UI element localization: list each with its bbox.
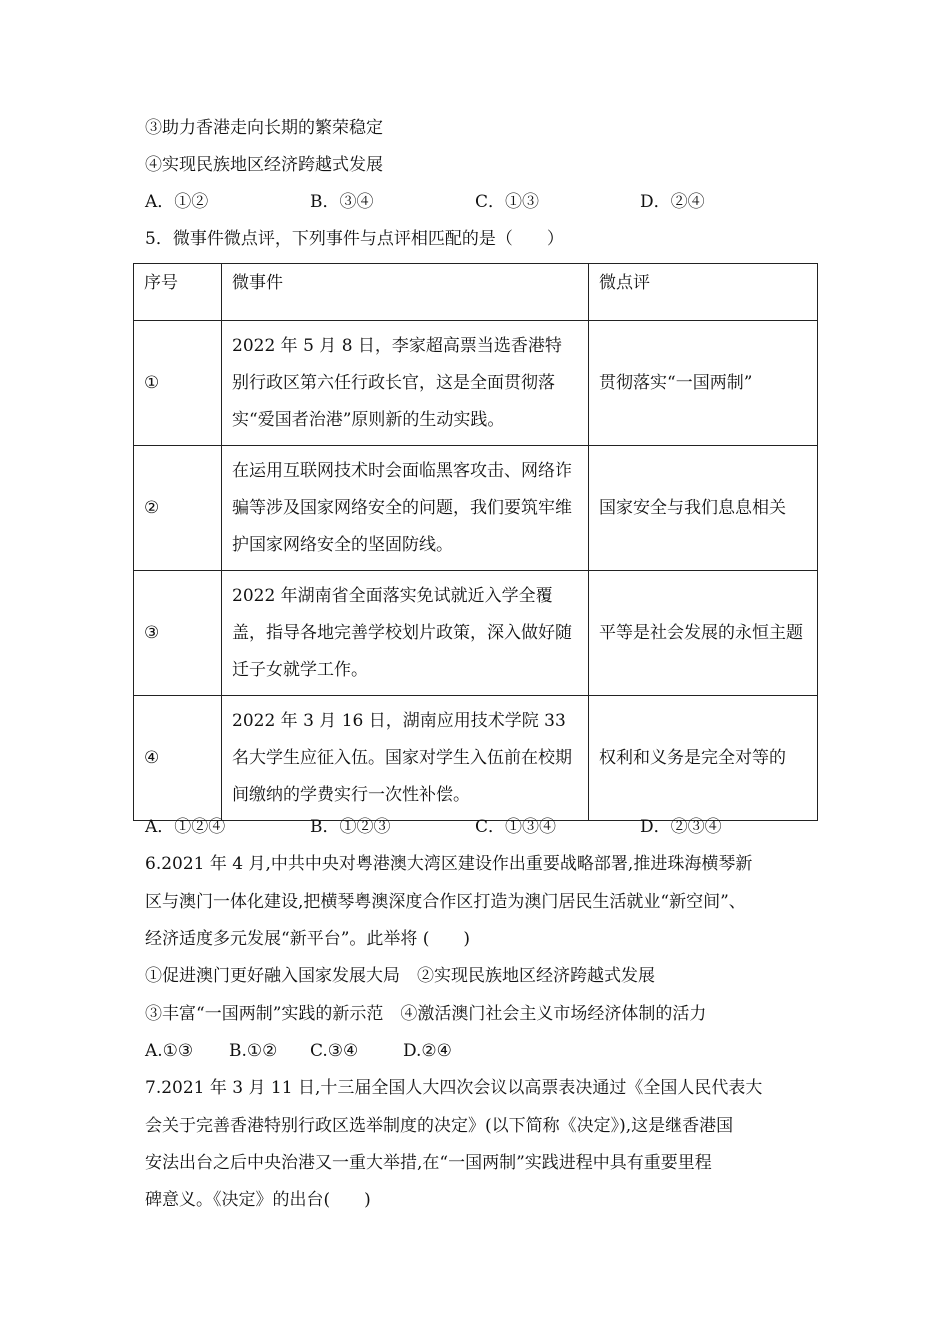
q4-option-b[interactable]: B．③④ bbox=[310, 192, 374, 212]
row-event: 在运用互联网技术时会面临黑客攻击、网络诈骗等涉及国家网络安全的问题，我们要筑牢维护国家网络安全的坚固防线。 bbox=[222, 446, 589, 571]
header-comment: 微点评 bbox=[589, 264, 818, 321]
row-no: ① bbox=[134, 321, 222, 446]
q4-option-d[interactable]: D．②④ bbox=[640, 192, 705, 212]
table-row bbox=[134, 321, 818, 446]
q5-option-a[interactable]: A．①②④ bbox=[145, 817, 226, 837]
row-no: ② bbox=[134, 446, 222, 571]
table-row bbox=[134, 696, 818, 821]
header-event: 微事件 bbox=[222, 264, 589, 321]
q4-choice-3: ③助力香港走向长期的繁荣稳定 bbox=[145, 118, 383, 138]
q6-option-b[interactable]: B.①② bbox=[229, 1041, 278, 1061]
row-comment: 贯彻落实“一国两制” bbox=[589, 321, 818, 446]
table-header-row bbox=[134, 264, 818, 321]
row-event: 2022 年 5 月 8 日，李家超高票当选香港特别行政区第六任行政长官，这是全面贯彻落实“爱国者治港”原则新的生动实践。 bbox=[222, 321, 589, 446]
q5-event-table bbox=[133, 263, 818, 821]
q6-stem-line: 经济适度多元发展“新平台”。此举将 ( ) bbox=[145, 929, 471, 949]
q7-stem-line: 会关于完善香港特别行政区选举制度的决定》(以下简称《决定》),这是继香港国 bbox=[145, 1116, 734, 1136]
row-comment: 国家安全与我们息息相关 bbox=[589, 446, 818, 571]
q5-stem: 5．微事件微点评，下列事件与点评相匹配的是（ ） bbox=[145, 229, 564, 249]
q7-stem-line: 安法出台之后中央治港又一重大举措,在“一国两制”实践进程中具有重要里程 bbox=[145, 1153, 712, 1173]
q4-choice-4: ④实现民族地区经济跨越式发展 bbox=[145, 155, 383, 175]
row-event: 2022 年 3 月 16 日，湖南应用技术学院 33 名大学生应征入伍。国家对学生入伍前在校期间缴纳的学费实行一次性补偿。 bbox=[222, 696, 589, 821]
q6-option-a[interactable]: A.①③ bbox=[145, 1041, 194, 1061]
q4-option-a[interactable]: A．①② bbox=[145, 192, 209, 212]
row-no: ④ bbox=[134, 696, 222, 821]
row-no: ③ bbox=[134, 571, 222, 696]
q5-option-d[interactable]: D．②③④ bbox=[640, 817, 722, 837]
row-event: 2022 年湖南省全面落实免试就近入学全覆盖，指导各地完善学校划片政策，深入做好随迁子女就学工作。 bbox=[222, 571, 589, 696]
row-comment: 权利和义务是完全对等的 bbox=[589, 696, 818, 821]
q7-stem-line: 7.2021 年 3 月 11 日,十三届全国人大四次会议以高票表决通过《全国人民代表大 bbox=[145, 1078, 763, 1098]
q6-stem-line: 6.2021 年 4 月,中共中央对粤港澳大湾区建设作出重要战略部署,推进珠海横琴新 bbox=[145, 854, 753, 874]
row-comment: 平等是社会发展的永恒主题 bbox=[589, 571, 818, 696]
q4-option-c[interactable]: C．①③ bbox=[475, 192, 540, 212]
table-row bbox=[134, 571, 818, 696]
q6-stem-line: 区与澳门一体化建设,把横琴粤澳深度合作区打造为澳门居民生活就业“新空间”、 bbox=[145, 892, 746, 912]
q6-option-d[interactable]: D.②④ bbox=[403, 1041, 452, 1061]
q6-option-c[interactable]: C.③④ bbox=[310, 1041, 359, 1061]
header-no: 序号 bbox=[134, 264, 222, 321]
q6-choice-line: ①促进澳门更好融入国家发展大局 ②实现民族地区经济跨越式发展 bbox=[145, 966, 655, 986]
q7-stem-line: 碑意义。《决定》的出台( ) bbox=[145, 1190, 371, 1210]
q5-option-b[interactable]: B．①②③ bbox=[310, 817, 391, 837]
q5-option-c[interactable]: C．①③④ bbox=[475, 817, 557, 837]
table-row bbox=[134, 446, 818, 571]
q6-choice-line: ③丰富“一国两制”实践的新示范 ④激活澳门社会主义市场经济体制的活力 bbox=[145, 1004, 707, 1024]
